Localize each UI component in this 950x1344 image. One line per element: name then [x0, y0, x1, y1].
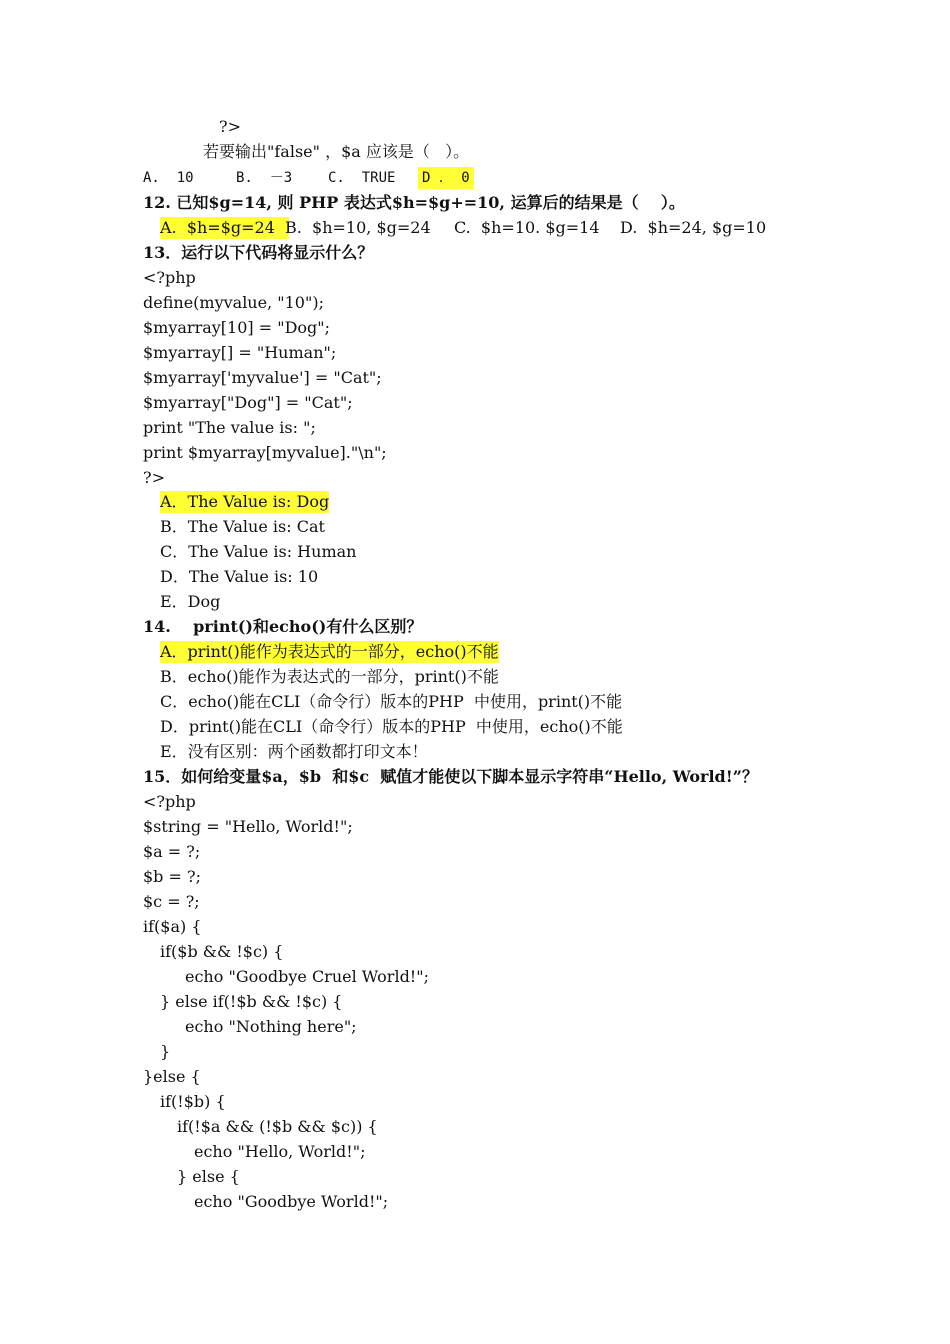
php-close-tag: ?> [219, 117, 241, 136]
option-e: E．Dog [160, 592, 221, 611]
code-line: $c = ?; [143, 892, 200, 911]
question-13-title: 13．运行以下代码将显示什么？ [143, 243, 374, 262]
code-line: if($a) { [143, 917, 202, 936]
question-14-title: 14. print()和echo()有什么区别？ [143, 617, 423, 636]
code-line: echo "Hello, World!"; [194, 1142, 366, 1161]
code-line: print "The value is: "; [143, 418, 316, 437]
code-line: $a = ?; [143, 842, 201, 861]
code-line: echo "Goodbye World!"; [194, 1192, 389, 1211]
code-line: ?> [143, 468, 165, 487]
code-line: <?php [143, 792, 196, 811]
code-line: $b = ?; [143, 867, 201, 886]
option-b: B. $h=10, $g=24 [285, 218, 431, 237]
code-line: if(!$b) { [160, 1092, 226, 1111]
option-c: C．echo()能在CLI（命令行）版本的PHP 中使用，print()不能 [160, 692, 623, 711]
question-prompt: 若要输出"false" ，$a 应该是（ ）。 [203, 142, 470, 161]
option-d: D．The Value is: 10 [160, 567, 319, 586]
code-line: echo "Nothing here"; [185, 1017, 357, 1036]
option-e: E．没有区别：两个函数都打印文本！ [160, 742, 428, 761]
code-line: if(!$a && (!$b && $c)) { [177, 1117, 378, 1136]
option-a: A. 10 [143, 170, 194, 186]
option-b: B．echo()能作为表达式的一部分，print()不能 [160, 667, 499, 686]
option-a-answer: A．print()能作为表达式的一部分，echo()不能 [160, 642, 499, 661]
option-c: C. TRUE [328, 170, 396, 186]
code-line: $myarray[10] = "Dog"; [143, 318, 331, 337]
code-line: } else if(!$b && !$c) { [160, 992, 343, 1011]
code-line: }else { [143, 1067, 201, 1086]
question-15-title: 15．如何给变量$a，$b 和$c 赋值才能使以下脚本显示字符串“Hello, World!”？ [143, 767, 758, 786]
option-a-answer: A. $h=$g=24 [160, 217, 289, 239]
code-line: if($b && !$c) { [160, 942, 284, 961]
code-line: $myarray["Dog"] = "Cat"; [143, 393, 353, 412]
code-line: } [160, 1042, 171, 1061]
code-line: print $myarray[myvalue]."\n"; [143, 443, 387, 462]
option-c: C．The Value is: Human [160, 542, 357, 561]
code-line: define(myvalue, "10"); [143, 293, 324, 312]
option-a-answer: A．The Value is: Dog [160, 492, 330, 511]
code-line: $string = "Hello, World!"; [143, 817, 353, 836]
code-line: $myarray['myvalue'] = "Cat"; [143, 368, 382, 387]
option-b: B. －3 [236, 170, 293, 186]
code-line: } else { [177, 1167, 240, 1186]
option-c: C. $h=10. $g=14 [454, 218, 600, 237]
option-d-answer: D ． 0 [418, 167, 474, 189]
code-line: echo "Goodbye Cruel World!"; [185, 967, 429, 986]
code-line: $myarray[] = "Human"; [143, 343, 337, 362]
code-line: <?php [143, 268, 196, 287]
option-b: B．The Value is: Cat [160, 517, 325, 536]
question-12-title: 12. 已知$g=14, 则 PHP 表达式$h=$g+=10, 运算后的结果是（ ）。 [143, 193, 685, 212]
option-d: D．print()能在CLI（命令行）版本的PHP 中使用，echo()不能 [160, 717, 623, 736]
option-d: D. $h=24, $g=10 [620, 218, 767, 237]
